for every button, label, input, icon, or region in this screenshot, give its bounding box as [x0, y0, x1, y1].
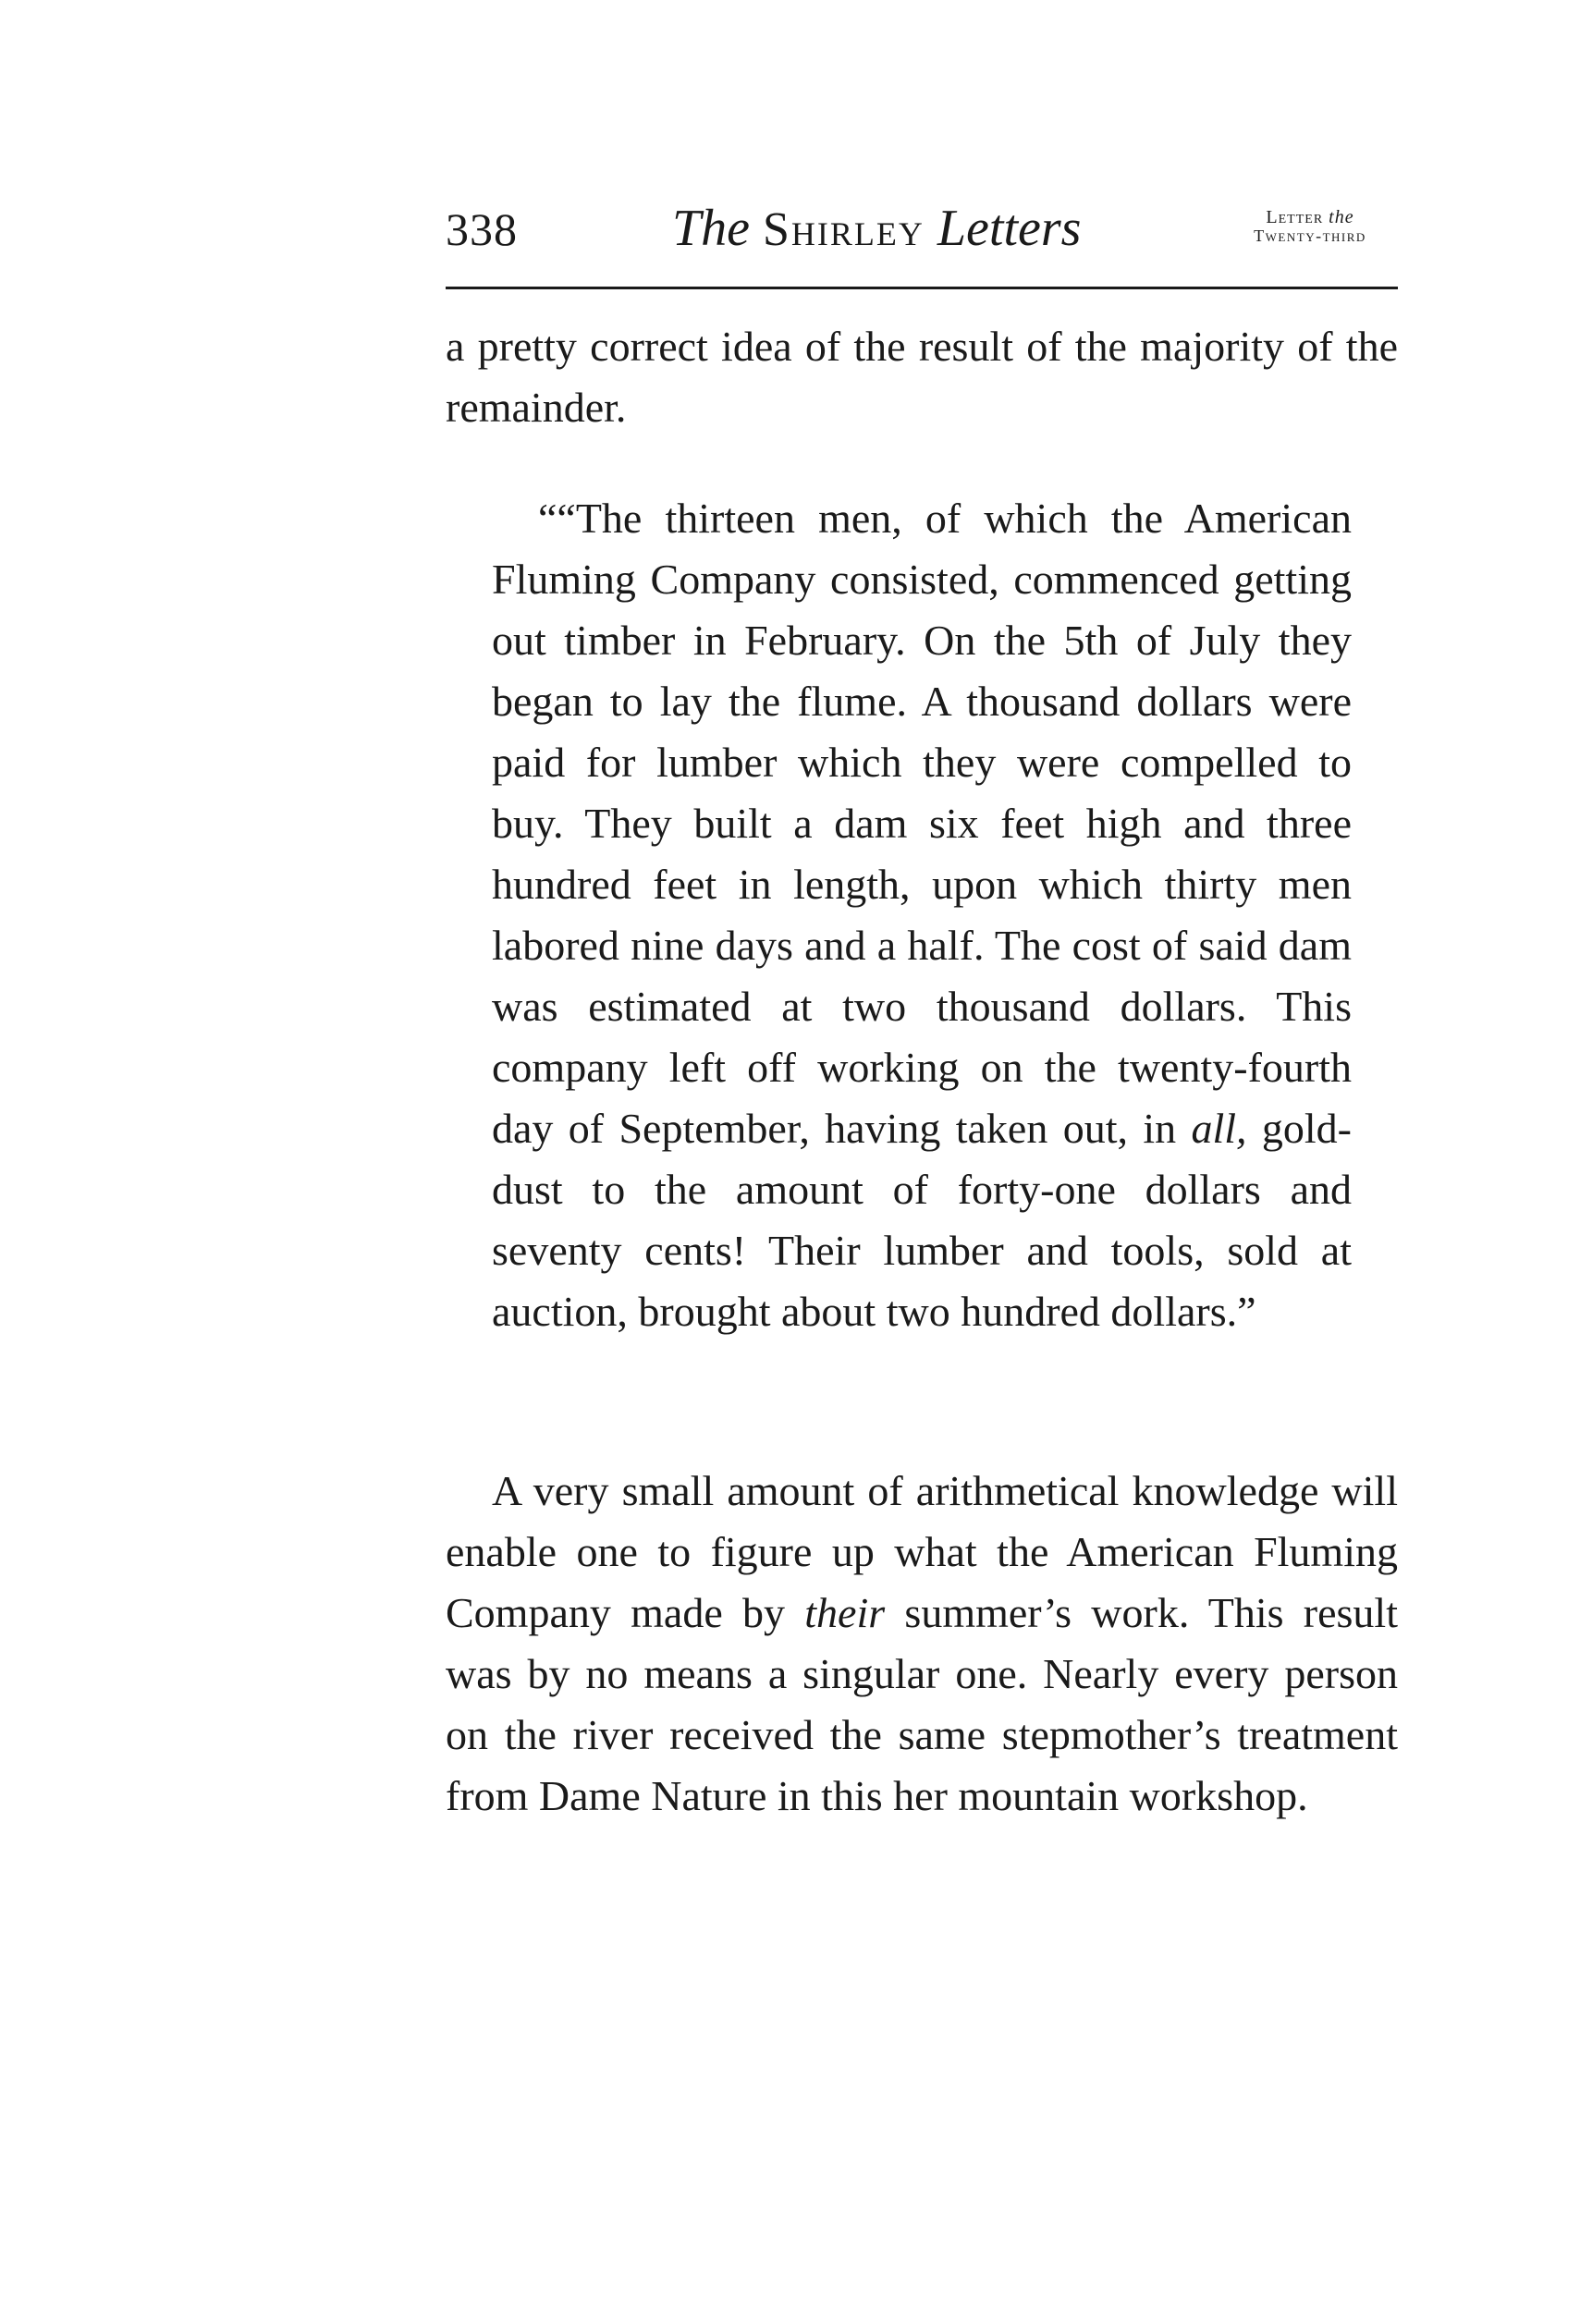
letter-label-word: Letter	[1266, 207, 1324, 227]
paragraph-2-text: ““The thirteen men, of which the American Fluming Company consisted, commenced getting out timber in February. On the 5th of July they began to lay the flume. A thousand dollars were paid for lumber which they were compelled to buy. They built a dam six feet high and three hundred feet in length, upon which thirty men labored nine days and a half. The cost of said dam was estimated at two thousand dollars. This company left off working on the twenty-fourth day of September, having taken out, in	[492, 495, 1352, 1152]
page-number: 338	[446, 203, 518, 255]
paragraph-1	[446, 316, 1398, 438]
paragraph-1-text: a pretty correct idea of the result of the majority of the remainder.	[446, 323, 1398, 431]
running-head	[446, 190, 1398, 273]
book-title-letters: Letters	[937, 200, 1082, 257]
letter-label-line1	[1222, 208, 1398, 227]
letter-label-ordinal: Twenty-third	[1254, 226, 1366, 245]
paragraph-3-text: A very small amount of arithmetical knowledge will enable one to figure up what the American Fluming Company made by	[446, 1467, 1398, 1636]
book-title-the: The	[672, 200, 750, 257]
letter-label	[1222, 208, 1398, 245]
paragraph-3-end: summer’s work. This result was by no means a singular one. Nearly every person on the river received the same stepmother’s treatment from Dame Nature in this her mountain workshop.	[446, 1589, 1398, 1819]
book-title-shirley: Shirley	[763, 203, 925, 256]
letter-label-the: the	[1329, 207, 1354, 227]
paragraph-2-italic: all,	[1191, 1105, 1247, 1152]
paragraph-3	[446, 1461, 1398, 1827]
paragraph-3-italic: their	[804, 1589, 886, 1636]
book-title	[672, 199, 1081, 258]
paragraph-2-quotation	[492, 488, 1352, 1342]
paragraph-2-end: gold-dust to the amount of forty-one dollars and seventy cents! Their lumber and tools, sold at auction, brought about two hundred dollars.”	[492, 1105, 1352, 1335]
header-rule	[446, 287, 1398, 289]
